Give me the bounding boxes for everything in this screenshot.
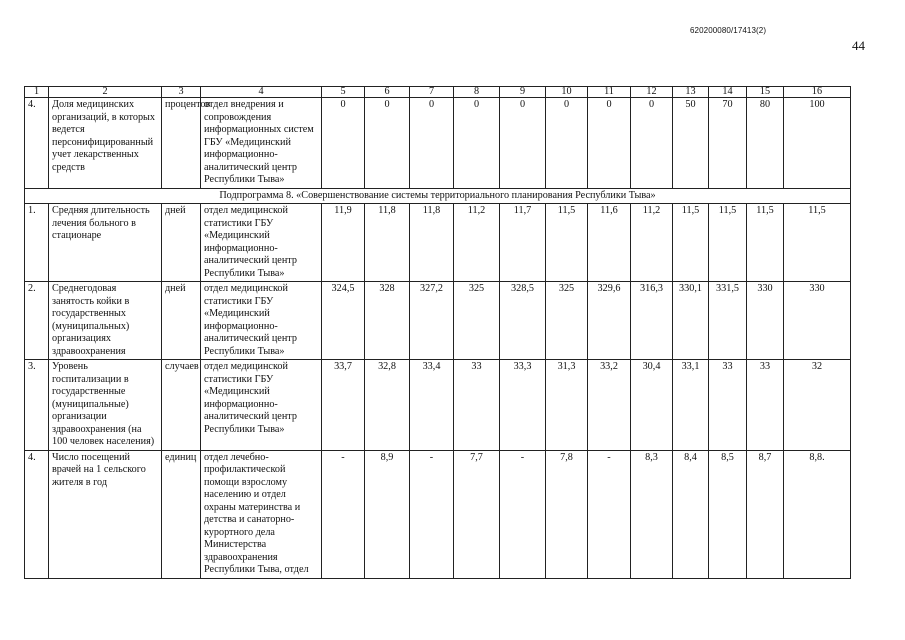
value-cell: 8,5 — [709, 450, 747, 578]
responsible-cell: отдел внедрения и сопровождения информационных систем ГБУ «Медицинский информационно-аналитический центр Республики Тыва» — [201, 98, 322, 189]
table-row — [25, 450, 851, 578]
value-cell: 30,4 — [631, 360, 673, 451]
value-cell: 11,5 — [747, 204, 784, 282]
value-cell: 329,6 — [588, 282, 631, 360]
column-number-cell: 10 — [546, 87, 588, 98]
unit-cell: случаев — [162, 360, 201, 451]
column-number-cell: 14 — [709, 87, 747, 98]
value-cell: 11,5 — [673, 204, 709, 282]
column-number-cell: 8 — [454, 87, 500, 98]
value-cell: 32 — [784, 360, 851, 451]
value-cell: 7,7 — [454, 450, 500, 578]
table-row — [25, 204, 851, 282]
value-cell: 325 — [454, 282, 500, 360]
value-cell: - — [410, 450, 454, 578]
subprogram-title: Подпрограмма 8. «Совершенствование системы территориального планирования Республики Тыва» — [25, 188, 851, 204]
indicator-name-cell: Среднегодовая занятость койки в государственных (муниципальных) организациях здравоохранения — [49, 282, 162, 360]
column-number-row — [25, 87, 851, 98]
table-row — [25, 360, 851, 451]
value-cell: 11,7 — [500, 204, 546, 282]
value-cell: 11,2 — [454, 204, 500, 282]
indicator-name-cell: Уровень госпитализации в государственные (муниципальные) организации здравоохранения (на 100 человек населения) — [49, 360, 162, 451]
value-cell: 11,5 — [546, 204, 588, 282]
unit-cell: процентов — [162, 98, 201, 189]
value-cell: 0 — [322, 98, 365, 189]
value-cell: 11,5 — [784, 204, 851, 282]
value-cell: 80 — [747, 98, 784, 189]
value-cell: 8,9 — [365, 450, 410, 578]
value-cell: 8,3 — [631, 450, 673, 578]
indicator-name-cell: Число посещений врачей на 1 сельского жителя в год — [49, 450, 162, 578]
responsible-cell: отдел медицинской статистики ГБУ «Медицинский информационно-аналитический центр Республики Тыва» — [201, 204, 322, 282]
value-cell: 316,3 — [631, 282, 673, 360]
value-cell: 0 — [454, 98, 500, 189]
value-cell: 0 — [410, 98, 454, 189]
column-number-cell: 3 — [162, 87, 201, 98]
row-index-cell: 4. — [25, 450, 49, 578]
column-number-cell: 15 — [747, 87, 784, 98]
document-code: 620200080/17413(2) — [690, 26, 767, 35]
value-cell: 330,1 — [673, 282, 709, 360]
value-cell: 11,2 — [631, 204, 673, 282]
value-cell: 11,5 — [709, 204, 747, 282]
row-index-cell: 4. — [25, 98, 49, 189]
column-number-cell: 12 — [631, 87, 673, 98]
value-cell: 330 — [784, 282, 851, 360]
table-row — [25, 282, 851, 360]
value-cell: 8,7 — [747, 450, 784, 578]
table-row — [25, 98, 851, 189]
value-cell: 328,5 — [500, 282, 546, 360]
value-cell: 8,4 — [673, 450, 709, 578]
row-index-cell: 3. — [25, 360, 49, 451]
value-cell: 328 — [365, 282, 410, 360]
value-cell: 33,2 — [588, 360, 631, 451]
value-cell: 31,3 — [546, 360, 588, 451]
column-number-cell: 6 — [365, 87, 410, 98]
column-number-cell: 7 — [410, 87, 454, 98]
value-cell: 0 — [588, 98, 631, 189]
unit-cell: дней — [162, 204, 201, 282]
value-cell: - — [588, 450, 631, 578]
value-cell: 11,9 — [322, 204, 365, 282]
value-cell: 0 — [500, 98, 546, 189]
value-cell: 11,8 — [365, 204, 410, 282]
column-number-cell: 4 — [201, 87, 322, 98]
value-cell: 33,4 — [410, 360, 454, 451]
column-number-cell: 2 — [49, 87, 162, 98]
value-cell: 32,8 — [365, 360, 410, 451]
value-cell: 0 — [631, 98, 673, 189]
row-index-cell: 2. — [25, 282, 49, 360]
value-cell: 0 — [365, 98, 410, 189]
value-cell: 100 — [784, 98, 851, 189]
column-number-cell: 9 — [500, 87, 546, 98]
value-cell: 0 — [546, 98, 588, 189]
responsible-cell: отдел лечебно-профилактической помощи взрослому населению и отдел охраны материнства и детства и санаторно-курортного дела Министерства здравоохранения Республики Тыва, отдел — [201, 450, 322, 578]
column-number-cell: 5 — [322, 87, 365, 98]
unit-cell: единиц — [162, 450, 201, 578]
page-number: 44 — [852, 38, 865, 53]
value-cell: 33 — [709, 360, 747, 451]
unit-cell: дней — [162, 282, 201, 360]
value-cell: 50 — [673, 98, 709, 189]
column-number-cell: 13 — [673, 87, 709, 98]
value-cell: 33 — [454, 360, 500, 451]
value-cell: 11,6 — [588, 204, 631, 282]
row-index-cell: 1. — [25, 204, 49, 282]
column-number-cell: 11 — [588, 87, 631, 98]
value-cell: 33 — [747, 360, 784, 451]
value-cell: 324,5 — [322, 282, 365, 360]
column-number-cell: 16 — [784, 87, 851, 98]
responsible-cell: отдел медицинской статистики ГБУ «Медицинский информационно-аналитический центр Республики Тыва» — [201, 360, 322, 451]
value-cell: 33,1 — [673, 360, 709, 451]
value-cell: 70 — [709, 98, 747, 189]
indicators-table — [24, 86, 851, 579]
value-cell: 327,2 — [410, 282, 454, 360]
value-cell: 325 — [546, 282, 588, 360]
value-cell: 7,8 — [546, 450, 588, 578]
value-cell: 8,8. — [784, 450, 851, 578]
value-cell: 330 — [747, 282, 784, 360]
value-cell: 331,5 — [709, 282, 747, 360]
indicator-name-cell: Средняя длительность лечения больного в стационаре — [49, 204, 162, 282]
value-cell: - — [500, 450, 546, 578]
indicator-name-cell: Доля медицинских организаций, в которых ведется персонифицированный учет лекарственных средств — [49, 98, 162, 189]
value-cell: - — [322, 450, 365, 578]
subprogram-row — [25, 188, 851, 204]
value-cell: 11,8 — [410, 204, 454, 282]
value-cell: 33,3 — [500, 360, 546, 451]
responsible-cell: отдел медицинской статистики ГБУ «Медицинский информационно-аналитический центр Республики Тыва» — [201, 282, 322, 360]
value-cell: 33,7 — [322, 360, 365, 451]
column-number-cell: 1 — [25, 87, 49, 98]
